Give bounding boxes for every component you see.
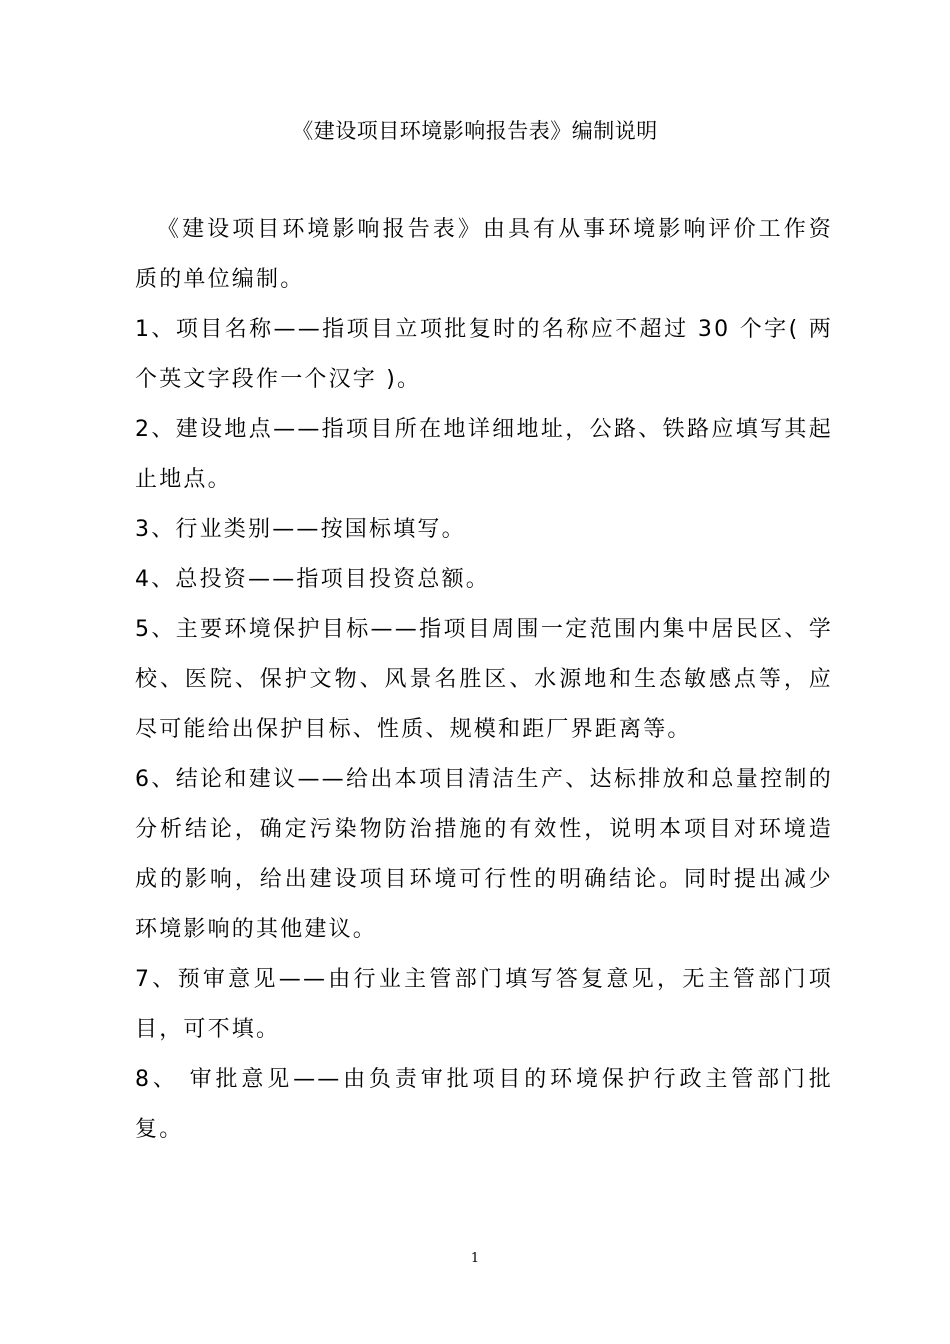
intro-paragraph: 《建设项目环境影响报告表》由具有从事环境影响评价工作资质的单位编制。 [135,217,833,292]
item-industry-category: 3、行业类别——按国标填写。 [135,517,466,542]
page-number: 1 [470,1251,480,1266]
item-conclusions: 6、结论和建议——给出本项目清洁生产、达标排放和总量控制的分析结论，确定污染物防治措施的有效性，说明本项目对环境造成的影响，给出建设项目环境可行性的明确结论。同时提出减少环境影响的其他建议。 [135,767,833,942]
item-project-name: 1、项目名称——指项目立项批复时的名称应不超过 30 个字( 两个英文字段作一个汉字 )。 [135,317,833,392]
item-total-investment: 4、总投资——指项目投资总额。 [135,567,490,592]
document-body [135,205,833,1155]
item-preliminary-review: 7、预审意见——由行业主管部门填写答复意见，无主管部门项目，可不填。 [135,967,833,1042]
item-approval-opinion: 8、 审批意见——由负责审批项目的环境保护行政主管部门批复。 [135,1067,833,1142]
document-title: 《建设项目环境影响报告表》编制说明 [292,119,658,143]
item-construction-site: 2、建设地点——指项目所在地详细地址，公路、铁路应填写其起止地点。 [135,417,833,492]
item-protection-targets: 5、主要环境保护目标——指项目周围一定范围内集中居民区、学校、医院、保护文物、风景名胜区、水源地和生态敏感点等，应尽可能给出保护目标、性质、规模和距厂界距离等。 [135,617,833,742]
